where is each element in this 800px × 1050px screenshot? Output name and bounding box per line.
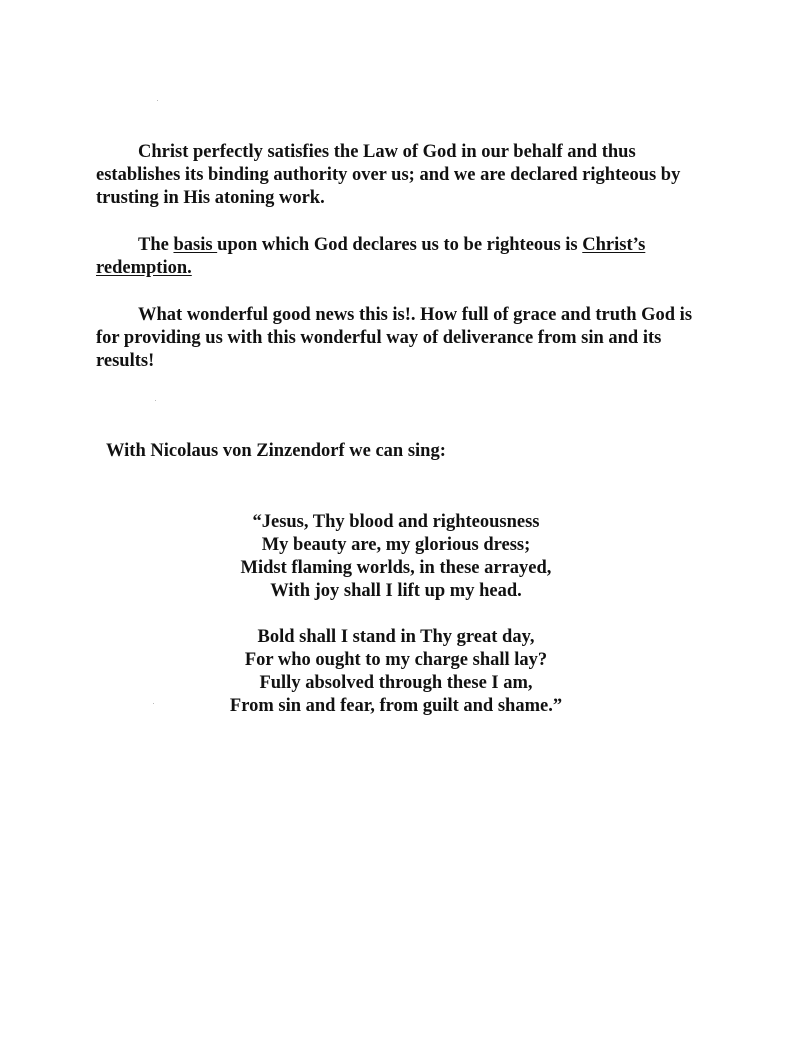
scan-speck bbox=[157, 100, 158, 101]
paragraph-good-news bbox=[96, 304, 706, 373]
paragraph-text-before: The bbox=[138, 235, 174, 255]
hymn-line: “Jesus, Thy blood and righteousness bbox=[252, 512, 540, 532]
underlined-basis: basis bbox=[173, 235, 218, 255]
hymn-line: With joy shall I lift up my head. bbox=[270, 581, 522, 601]
hymn-introduction: With Nicolaus von Zinzendorf we can sing: bbox=[106, 441, 446, 461]
hymn-stanza-2 bbox=[186, 626, 606, 718]
scan-speck bbox=[153, 703, 154, 704]
hymn-line: Midst flaming worlds, in these arrayed, bbox=[240, 558, 552, 578]
paragraph-basis-of-righteousness bbox=[96, 234, 706, 280]
hymn-line: Fully absolved through these I am, bbox=[259, 673, 533, 693]
hymn-line: My beauty are, my glorious dress; bbox=[261, 535, 531, 555]
scan-speck bbox=[155, 400, 156, 401]
hymn-stanza-1 bbox=[186, 511, 606, 603]
hymn-line: Bold shall I stand in Thy great day, bbox=[257, 627, 535, 647]
paragraph-christ-satisfies-law bbox=[96, 141, 706, 210]
underlined-christs-redemption: Christ’s redemption. bbox=[96, 235, 646, 278]
paragraph-text-middle: upon which God declares us to be righteous is bbox=[217, 235, 583, 255]
paragraph-text: What wonderful good news this is!. How full of grace and truth God is for providing us with this wonderful way of deliverance from sin and its results! bbox=[96, 305, 693, 371]
hymn-line: For who ought to my charge shall lay? bbox=[244, 650, 548, 670]
paragraph-text: Christ perfectly satisfies the Law of God in our behalf and thus establishes its binding authority over us; and we are declared righteous by trusting in His atoning work. bbox=[96, 142, 681, 208]
hymn-line: From sin and fear, from guilt and shame.” bbox=[229, 696, 563, 716]
